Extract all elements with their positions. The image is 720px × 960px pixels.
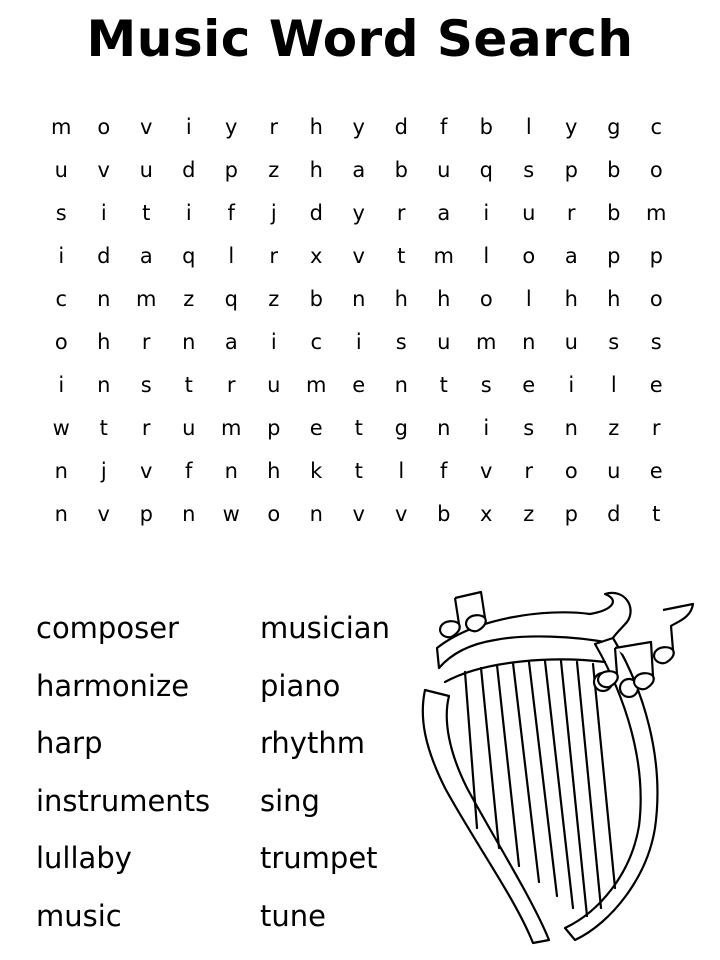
grid-cell: p <box>139 502 153 526</box>
grid-row <box>40 235 678 278</box>
grid-cell: z <box>523 502 535 526</box>
grid-cell: t <box>354 416 363 440</box>
grid-cell: d <box>394 115 408 139</box>
grid-cell: l <box>228 244 235 268</box>
grid-cell: h <box>97 330 111 354</box>
grid-cell: u <box>564 330 578 354</box>
grid-cell: n <box>394 373 408 397</box>
grid-cell: m <box>306 373 327 397</box>
word-list <box>36 600 410 945</box>
grid-cell: a <box>352 158 366 182</box>
grid-cell: o <box>564 459 578 483</box>
grid-cell: f <box>185 459 193 483</box>
grid-cell: b <box>309 287 323 311</box>
grid-cell: n <box>97 373 111 397</box>
grid-cell: o <box>522 244 536 268</box>
grid-cell: z <box>608 416 620 440</box>
grid-cell: e <box>352 373 366 397</box>
grid-cell: j <box>270 201 277 225</box>
word-list-item: piano <box>260 668 341 703</box>
grid-cell: t <box>439 373 448 397</box>
grid-cell: i <box>355 330 362 354</box>
grid-cell: h <box>309 115 323 139</box>
word-list-item: music <box>36 898 122 933</box>
grid-row <box>40 149 678 192</box>
grid-cell: s <box>55 201 67 225</box>
grid-cell: c <box>310 330 323 354</box>
grid-cell: q <box>182 244 196 268</box>
grid-cell: s <box>523 158 535 182</box>
letter-grid <box>40 106 678 536</box>
grid-row <box>40 192 678 235</box>
grid-cell: v <box>352 502 365 526</box>
grid-row <box>40 407 678 450</box>
grid-cell: l <box>525 115 532 139</box>
word-list-item: composer <box>36 611 179 645</box>
grid-cell: i <box>270 330 277 354</box>
grid-cell: b <box>437 502 451 526</box>
grid-cell: l <box>610 373 617 397</box>
grid-cell: p <box>224 158 238 182</box>
grid-cell: l <box>525 287 532 311</box>
grid-cell: u <box>522 201 536 225</box>
grid-cell: y <box>225 115 238 139</box>
grid-cell: b <box>607 158 621 182</box>
word-list-item: harp <box>36 726 103 760</box>
grid-row <box>40 364 678 407</box>
grid-cell: n <box>182 330 196 354</box>
grid-cell: d <box>607 502 621 526</box>
grid-cell: n <box>522 330 536 354</box>
grid-row <box>40 278 678 321</box>
grid-cell: t <box>354 459 363 483</box>
grid-cell: b <box>479 115 493 139</box>
word-list-item: lullaby <box>36 841 132 875</box>
grid-cell: u <box>437 330 451 354</box>
grid-cell: g <box>607 115 621 139</box>
word-list-item: tune <box>260 898 326 933</box>
grid-cell: v <box>97 502 110 526</box>
grid-cell: s <box>395 330 407 354</box>
grid-cell: h <box>267 459 281 483</box>
grid-row <box>40 321 678 364</box>
grid-cell: w <box>52 416 70 440</box>
grid-cell: d <box>309 201 323 225</box>
grid-cell: m <box>221 416 242 440</box>
grid-cell: z <box>183 287 195 311</box>
grid-cell: m <box>646 201 667 225</box>
grid-cell: e <box>649 459 663 483</box>
grid-cell: z <box>268 287 280 311</box>
grid-cell: s <box>140 373 152 397</box>
grid-cell: p <box>564 158 578 182</box>
grid-cell: n <box>352 287 366 311</box>
grid-cell: m <box>136 287 157 311</box>
grid-cell: o <box>649 287 663 311</box>
grid-cell: i <box>100 201 107 225</box>
grid-cell: i <box>568 373 575 397</box>
grid-cell: r <box>141 330 151 354</box>
grid-cell: p <box>564 502 578 526</box>
grid-cell: d <box>97 244 111 268</box>
grid-cell: p <box>267 416 281 440</box>
grid-cell: u <box>139 158 153 182</box>
grid-cell: s <box>608 330 620 354</box>
grid-cell: y <box>352 115 365 139</box>
grid-cell: t <box>142 201 151 225</box>
grid-cell: h <box>309 158 323 182</box>
grid-cell: x <box>480 502 493 526</box>
grid-cell: b <box>607 201 621 225</box>
grid-cell: x <box>310 244 323 268</box>
grid-cell: m <box>51 115 72 139</box>
grid-cell: z <box>268 158 280 182</box>
music-note-icon <box>654 604 693 663</box>
grid-cell: a <box>564 244 578 268</box>
grid-cell: v <box>480 459 493 483</box>
grid-cell: r <box>566 201 576 225</box>
grid-cell: n <box>182 502 196 526</box>
grid-cell: f <box>440 115 448 139</box>
grid-cell: u <box>437 158 451 182</box>
grid-cell: u <box>607 459 621 483</box>
grid-cell: i <box>185 115 192 139</box>
grid-row <box>40 493 678 536</box>
word-list-item: harmonize <box>36 668 190 703</box>
grid-cell: r <box>226 373 236 397</box>
grid-cell: t <box>397 244 406 268</box>
grid-cell: t <box>99 416 108 440</box>
grid-cell: n <box>54 502 68 526</box>
grid-cell: u <box>267 373 281 397</box>
grid-cell: q <box>224 287 238 311</box>
grid-cell: n <box>54 459 68 483</box>
music-note-icon <box>440 592 486 637</box>
grid-cell: n <box>309 502 323 526</box>
page-title: Music Word Search <box>86 10 634 68</box>
grid-cell: v <box>140 459 153 483</box>
grid-cell: l <box>398 459 405 483</box>
grid-cell: m <box>476 330 497 354</box>
word-list-item: rhythm <box>260 726 365 760</box>
grid-cell: s <box>480 373 492 397</box>
grid-cell: s <box>650 330 662 354</box>
grid-cell: q <box>479 158 493 182</box>
grid-cell: h <box>564 287 578 311</box>
grid-cell: t <box>184 373 193 397</box>
grid-row <box>40 106 678 149</box>
word-list-right-column <box>260 600 410 945</box>
grid-cell: m <box>433 244 454 268</box>
grid-cell: s <box>523 416 535 440</box>
grid-cell: n <box>564 416 578 440</box>
grid-cell: e <box>309 416 323 440</box>
grid-cell: t <box>652 502 661 526</box>
grid-cell: v <box>97 158 110 182</box>
grid-cell: a <box>224 330 238 354</box>
grid-cell: v <box>395 502 408 526</box>
grid-cell: d <box>182 158 196 182</box>
grid-cell: n <box>437 416 451 440</box>
grid-cell: i <box>185 201 192 225</box>
grid-cell: h <box>437 287 451 311</box>
grid-cell: r <box>269 115 279 139</box>
word-list-item: trumpet <box>260 841 378 875</box>
grid-cell: h <box>607 287 621 311</box>
grid-cell: h <box>394 287 408 311</box>
grid-cell: i <box>58 373 65 397</box>
grid-cell: g <box>394 416 408 440</box>
grid-row <box>40 450 678 493</box>
grid-cell: i <box>483 416 490 440</box>
grid-cell: y <box>352 201 365 225</box>
grid-cell: o <box>267 502 281 526</box>
grid-cell: r <box>269 244 279 268</box>
grid-cell: y <box>565 115 578 139</box>
grid-cell: l <box>483 244 490 268</box>
grid-cell: p <box>607 244 621 268</box>
grid-cell: n <box>97 287 111 311</box>
harp-icon <box>415 578 705 948</box>
grid-cell: f <box>440 459 448 483</box>
grid-cell: o <box>479 287 493 311</box>
grid-cell: a <box>437 201 451 225</box>
grid-cell: e <box>522 373 536 397</box>
word-list-item: instruments <box>36 783 211 818</box>
grid-cell: w <box>222 502 240 526</box>
grid-cell: i <box>483 201 490 225</box>
grid-cell: u <box>54 158 68 182</box>
grid-cell: k <box>310 459 323 483</box>
grid-cell: n <box>224 459 238 483</box>
grid-cell: v <box>140 115 153 139</box>
grid-cell: i <box>58 244 65 268</box>
grid-cell: r <box>396 201 406 225</box>
grid-cell: f <box>227 201 235 225</box>
grid-cell: r <box>141 416 151 440</box>
word-list-item: sing <box>260 783 320 818</box>
grid-cell: r <box>651 416 661 440</box>
word-list-item: musician <box>260 611 390 645</box>
grid-cell: a <box>139 244 153 268</box>
word-list-left-column <box>36 600 260 945</box>
grid-cell: o <box>97 115 111 139</box>
grid-cell: j <box>100 459 107 483</box>
grid-cell: v <box>352 244 365 268</box>
grid-cell: o <box>54 330 68 354</box>
grid-cell: r <box>524 459 534 483</box>
grid-cell: b <box>394 158 408 182</box>
grid-cell: c <box>650 115 663 139</box>
grid-cell: o <box>649 158 663 182</box>
grid-cell: c <box>55 287 68 311</box>
grid-cell: p <box>649 244 663 268</box>
grid-cell: e <box>649 373 663 397</box>
grid-cell: u <box>182 416 196 440</box>
